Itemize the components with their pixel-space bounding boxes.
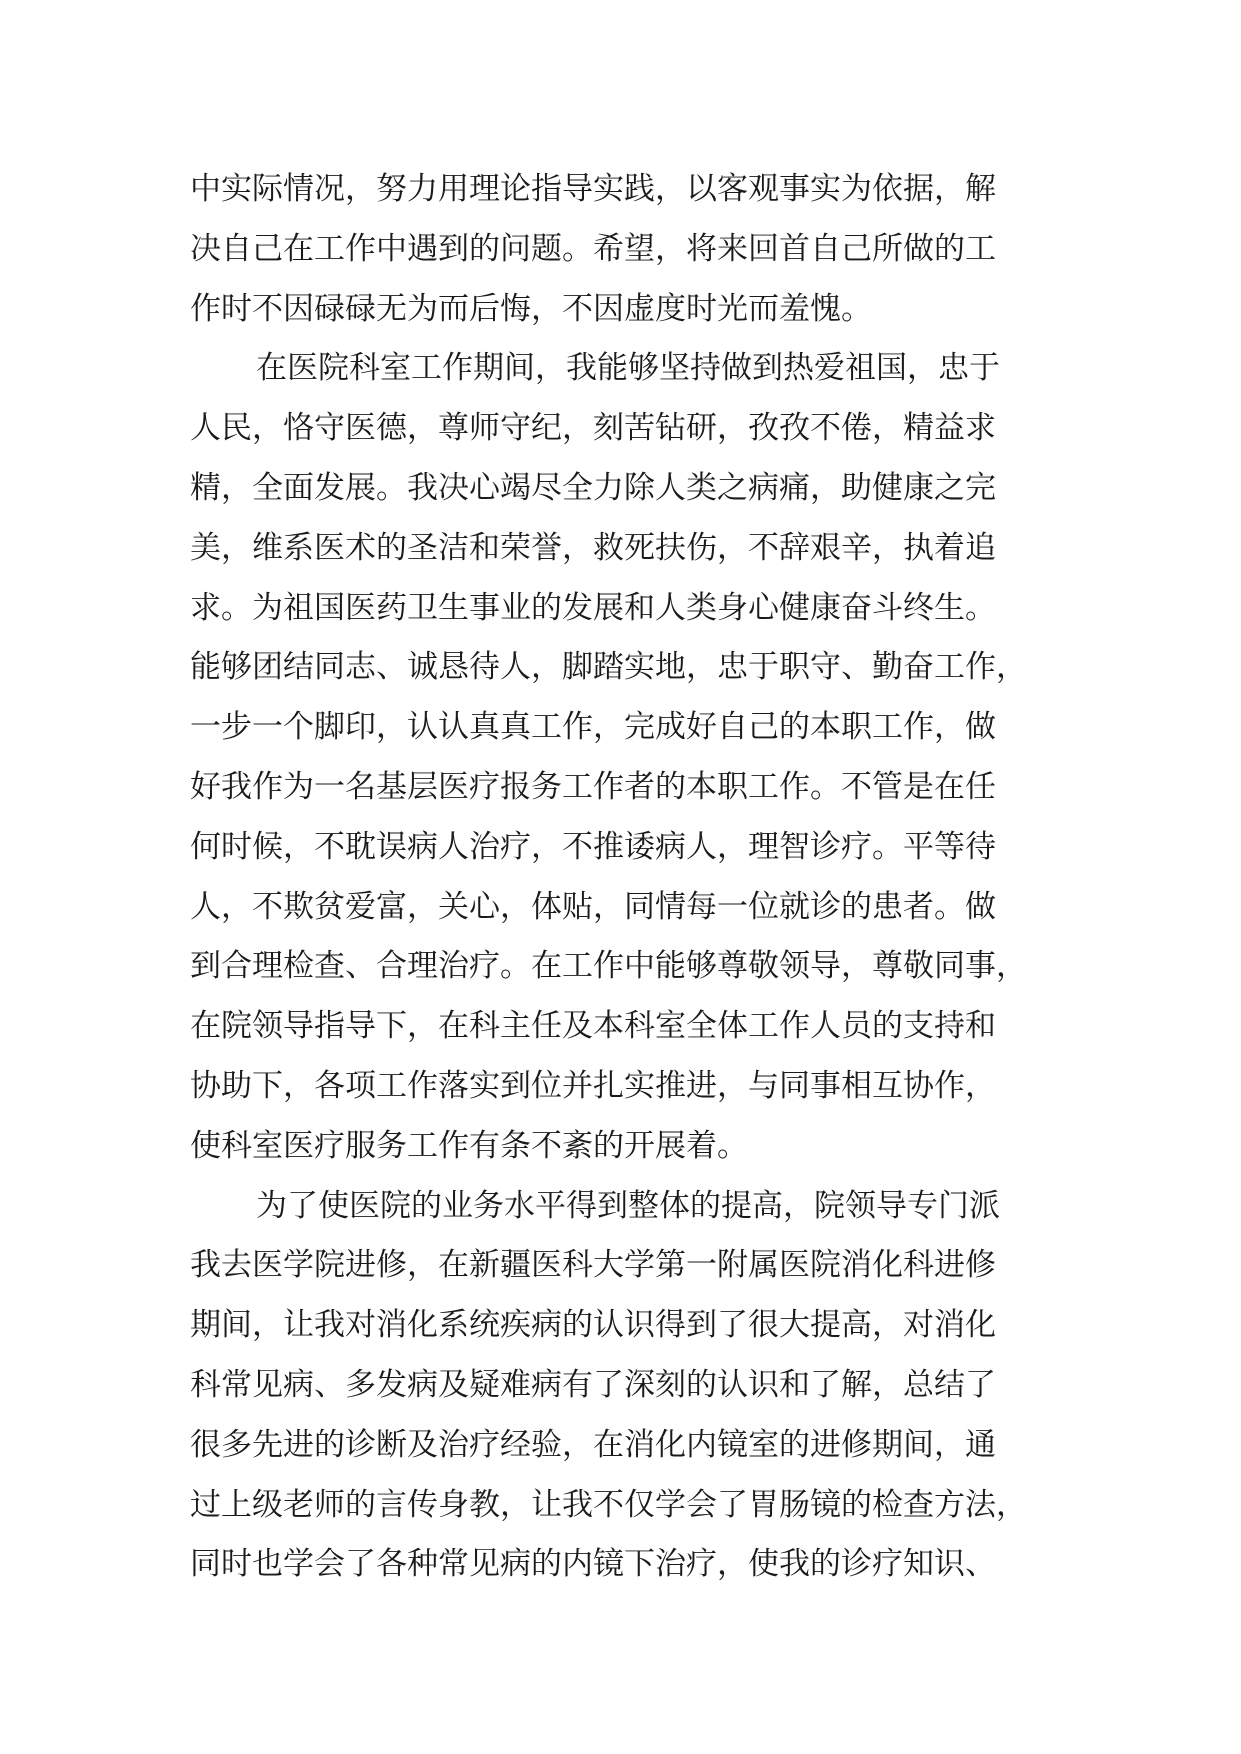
text-line: 协助下，各项工作落实到位并扎实推进，与同事相互协作， [190, 1067, 996, 1104]
text-line: 能够团结同志、诚恳待人，脚踏实地，忠于职守、勤奋工作， [190, 649, 1027, 686]
text-line: 很多先进的诊断及治疗经验，在消化内镜室的进修期间，通 [190, 1426, 996, 1463]
text-line: 同时也学会了各种常见病的内镜下治疗，使我的诊疗知识、 [190, 1546, 996, 1583]
text-line: 好我作为一名基层医疗报务工作者的本职工作。不管是在任 [190, 768, 996, 805]
paragraph [190, 339, 1070, 1176]
text-line: 中实际情况，努力用理论指导实践，以客观事实为依据，解 [190, 171, 996, 207]
text-line: 期间，让我对消化系统疾病的认识得到了很大提高，对消化 [190, 1307, 996, 1344]
text-line: 人，不欺贫爱富，关心，体贴，同情每一位就诊的患者。做 [190, 888, 996, 925]
text-line: 何时候，不耽误病人治疗，不推诿病人，理智诊疗。平等待 [190, 828, 996, 865]
text-line: 我去医学院进修，在新疆医科大学第一附属医院消化科进修 [190, 1247, 996, 1284]
text-line: 科常见病、多发病及疑难病有了深刻的认识和了解，总结了 [190, 1366, 996, 1403]
text-line: 一步一个脚印，认认真真工作，完成好自己的本职工作，做 [190, 709, 996, 746]
text-line: 在院领导指导下，在科主任及本科室全体工作人员的支持和 [190, 1008, 996, 1045]
paragraph [190, 1177, 1070, 1596]
text-line: 在医院科室工作期间，我能够坚持做到热爱祖国，忠于 [256, 350, 1000, 387]
text-line: 决自己在工作中遇到的问题。希望，将来回首自己所做的工 [190, 230, 996, 267]
text-line: 为了使医院的业务水平得到整体的提高，院领导专门派 [256, 1187, 1000, 1224]
text-line: 使科室医疗服务工作有条不紊的开展着。 [190, 1127, 748, 1164]
text-line: 到合理检查、合理治疗。在工作中能够尊敬领导，尊敬同事， [190, 948, 1027, 985]
paragraph [190, 160, 1070, 339]
text-line: 美，维系医术的圣洁和荣誉，救死扶伤，不辞艰辛，执着追 [190, 529, 996, 566]
body-text [190, 160, 1070, 1595]
text-line: 过上级老师的言传身教，让我不仅学会了胃肠镜的检查方法， [190, 1486, 1027, 1523]
text-line: 精，全面发展。我决心竭尽全力除人类之病痛，助健康之完 [190, 469, 996, 506]
text-line: 人民，恪守医德，尊师守纪，刻苦钻研，孜孜不倦，精益求 [190, 410, 996, 447]
text-line: 求。为祖国医药卫生事业的发展和人类身心健康奋斗终生。 [190, 589, 996, 626]
text-line: 作时不因碌碌无为而后悔，不因虚度时光而羞愧。 [190, 290, 872, 327]
